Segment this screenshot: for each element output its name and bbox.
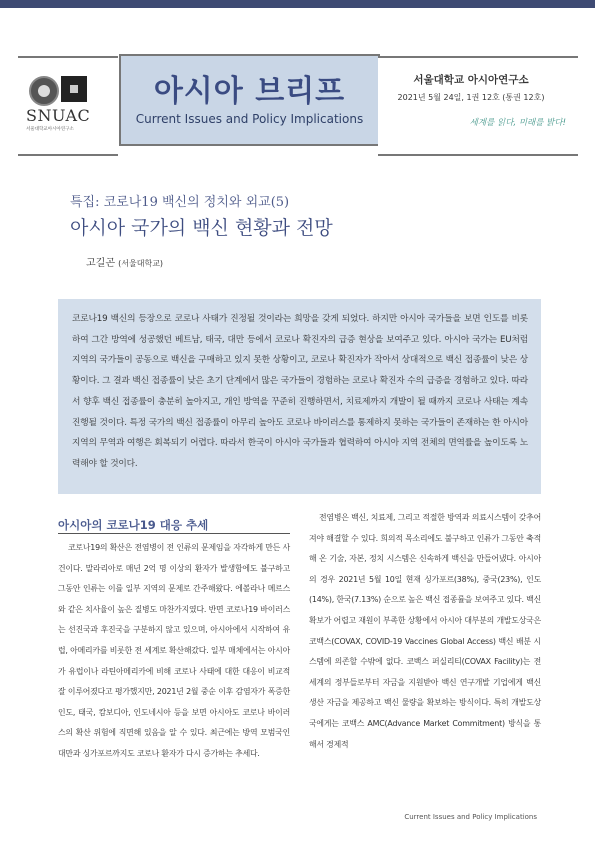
author-line <box>86 254 163 269</box>
publication-subtitle: Current Issues and Policy Implications <box>135 112 364 126</box>
section-heading: 아시아의 코로나19 대응 추세 <box>58 518 209 532</box>
page-footer: Current Issues and Policy Implications <box>404 813 537 821</box>
logo-panel <box>18 56 118 156</box>
abstract-text: 코로나19 백신의 등장으로 코로나 사태가 진정될 것이라는 희망을 갖게 되었다. 하지만 아시아 국가들을 보면 인도를 비롯하여 그간 방역에 성공했던 베트남, 태국, 대만 등에서 코로나 확진자의 급증 현상을 보여주고 있다. 아시아 국가는 EU처럼 지역의 국가들이 공동으로 백신을 구매하고 있지 못한 상황이고, 코로나 확진자가 작아서 상대적으로 백신 접종률이 낮은 상황이다. 그 결과 백신 접종률이 낮은 초기 단계에서 많은 국가들이 경험하는 코로나 확진자 수의 급증을 경험하고 있다. 따라서 향후 백신 접종률이 충분히 높아지고, 개인 방역을 꾸준히 진행하면서, 치료제까지 개발이 될 때까지 코로나 사태는 계속 진행될 것이다. 특정 국가의 백신 접종률이 아무리 높아도 코로나 바이러스를 통제하지 못하는 국가들이 존재하는 한 아시아 지역의 무역과 여행은 회복되기 어렵다. 따라서 한국이 아시아 국가들과 협력하여 아시아 지역 전체의 면역률을 높이도록 노력해야 할 것이다. <box>72 314 528 469</box>
issue-date: 2021년 5월 24일, 1권 12호 (통권 12호) <box>397 93 545 102</box>
body-left-column: 코로나19의 확산은 전염병이 전 인류의 문제임을 자각하게 만든 사건이다. 말라리아로 매년 2억 명 이상의 환자가 발생함에도 불구하고 그동안 인류는 이를 일부 지역의 문제로 간주해왔다. 에볼라나 메르스와 같은 치사율이 높은 질병도 마찬가지였다. 반면 코로나19 바이러스는 선진국과 후진국을 구분하지 않고 있으며, 아시아에서 시작하여 유럽, 아메리카를 비롯한 전 세계로 확산해갔다. 일부 매체에서는 아시아가 유럽이나 라틴아메리카에 비해 코로나 사태에 대한 대응이 비교적 잘 이루어졌다고 평가했지만, 2021년 2월 중순 이후 감염자가 폭증한 인도, 태국, 캄보디아, 인도네시아 등을 보면 아시아도 코로나 바이러스의 확산 위험에 직면해 있음을 알 수 있다. 최근에는 방역 모범국인 대만과 싱가포르까지도 코로나 환자가 다시 증가하는 추세다. <box>58 543 290 758</box>
institute-name: 서울대학교 아시아연구소 <box>413 74 529 86</box>
top-accent-bar <box>0 0 595 8</box>
masthead <box>18 56 578 152</box>
slogan: 세계를 읽다, 미래를 밝다! <box>469 118 566 128</box>
publication-title-panel <box>119 54 380 146</box>
special-topic: 특집: 코로나19 백신의 정치와 외교(5) <box>70 195 290 210</box>
logo-subtext: 서울대학교아시아연구소 <box>26 127 74 132</box>
abstract-box <box>58 299 541 494</box>
author-affiliation: (서울대학교) <box>118 259 164 268</box>
logo-text: SNUAC <box>26 106 91 125</box>
body-right-column: 전염병은 백신, 치료제, 그리고 적절한 방역과 의료시스템이 갖추어져야 해결할 수 있다. 희의적 목소리에도 불구하고 인류가 그동안 축적해 온 기술, 자본, 정치 시스템은 신속하게 백신을 만들어냈다. 아시아의 경우 2021년 5월 10일 현재 싱가포르(38%), 중국(23%), 인도(14%), 한국(7.13%) 순으로 높은 백신 접종률을 보여주고 있다. 백신 확보가 어렵고 재원이 부족한 상황에서 아시아 대부분의 개발도상국은 코백스(COVAX, COVID-19 Vaccines Global Access) 백신 배분 시스템에 의존할 수밖에 없다. 코백스 퍼실리티(COVAX Facility)는 전 세계의 정부들로부터 자금을 지원받아 백신 연구개발 기업에게 백신 생산 자금을 제공하고 백신 물량을 확보하는 방식이다. 특히 개발도상국에게는 코백스 AMC(Advance Market Commitment) 방식을 통해서 경제적 <box>309 513 541 749</box>
publication-title: 아시아 브리프 <box>153 74 346 109</box>
article-title: 아시아 국가의 백신 현황과 전망 <box>70 217 333 239</box>
section-divider <box>58 533 290 534</box>
university-seal-icon <box>29 76 59 106</box>
author-name: 고길곤 <box>86 258 115 269</box>
institute-mark-icon <box>61 76 87 102</box>
issue-info-panel <box>378 56 578 156</box>
